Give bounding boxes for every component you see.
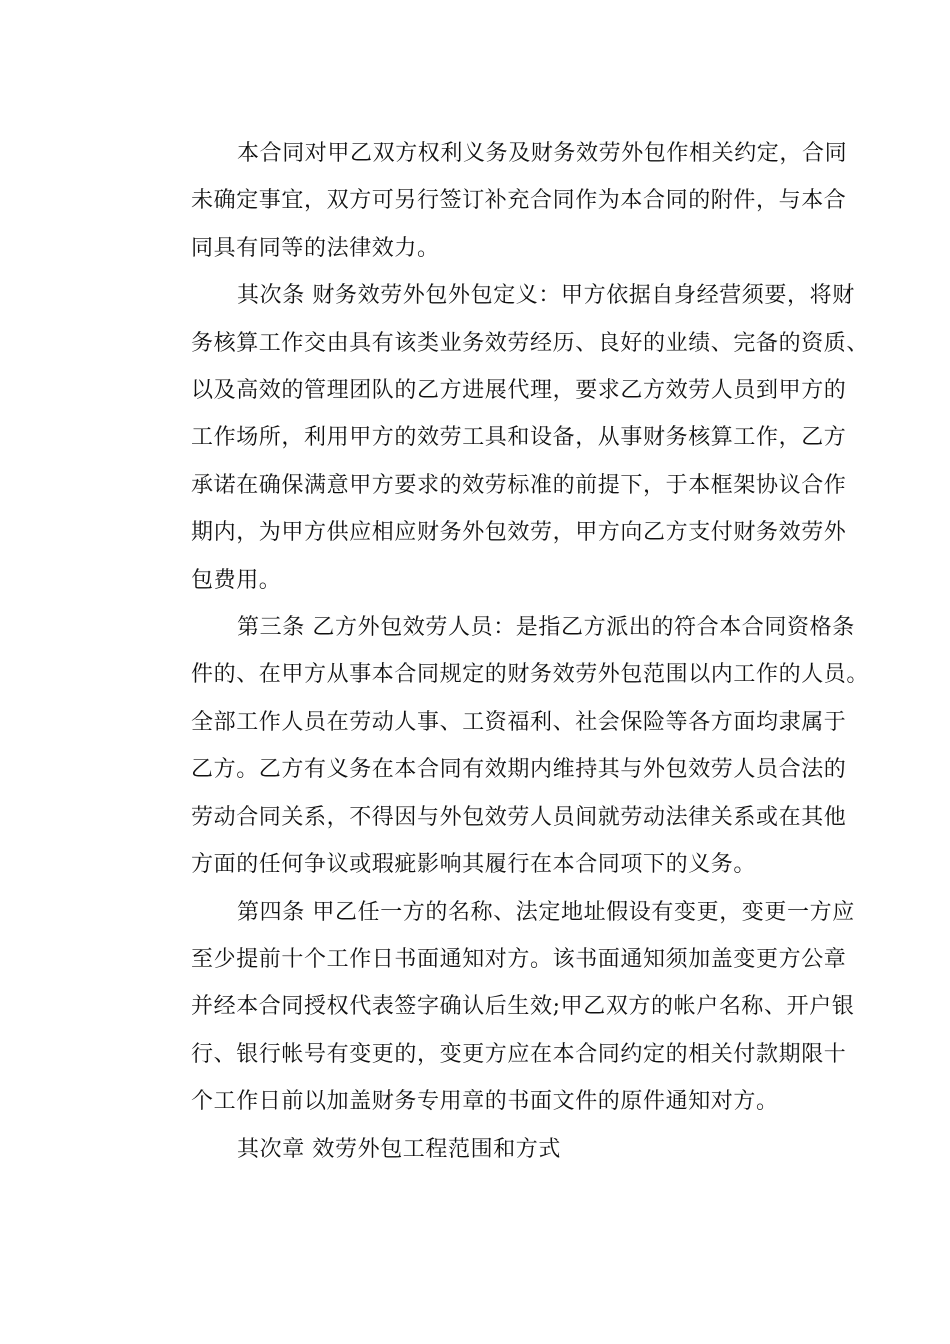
text-line: 期内，为甲方供应相应财务外包效劳，甲方向乙方支付财务效劳外 xyxy=(191,520,847,546)
text-line: 承诺在确保满意甲方要求的效劳标准的前提下，于本框架协议合作 xyxy=(191,472,847,498)
text-line: 行、银行帐号有变更的，变更方应在本合同约定的相关付款期限十 xyxy=(191,1041,847,1067)
text-line: 包费用。 xyxy=(191,567,282,593)
text-line: 方面的任何争议或瑕疵影响其履行在本合同项下的义务。 xyxy=(191,852,757,878)
text-line: 劳动合同关系，不得因与外包效劳人员间就劳动法律关系或在其他 xyxy=(191,804,847,830)
text-line: 务核算工作交由具有该类业务效劳经历、良好的业绩、完备的资质、 xyxy=(191,330,870,356)
text-line: 本合同对甲乙双方权利义务及财务效劳外包作相关约定，合同 xyxy=(237,141,848,166)
paragraph-contract-scope xyxy=(145,130,848,272)
text-line: 个工作日前以加盖财务专用章的书面文件的原件通知对方。 xyxy=(191,1089,779,1115)
text-line: 全部工作人员在劳动人事、工资福利、社会保险等各方面均隶属于 xyxy=(191,709,847,735)
text-line: 以及高效的管理团队的乙方进展代理，要求乙方效劳人员到甲方的 xyxy=(191,378,847,404)
text-line: 其次条 财务效劳外包外包定义：甲方依据自身经营须要，将财 xyxy=(237,283,855,309)
chapter-heading xyxy=(145,1126,810,1173)
text-line: 件的、在甲方从事本合同规定的财务效劳外包范围以内工作的人员。 xyxy=(191,662,870,688)
paragraph-article-2 xyxy=(145,272,870,604)
text-line: 未确定事宜，双方可另行签订补充合同作为本合同的附件，与本合 xyxy=(191,188,847,214)
text-line: 并经本合同授权代表签字确认后生效;甲乙双方的帐户名称、开户银 xyxy=(191,994,855,1020)
document-body xyxy=(145,130,870,1173)
text-line: 其次章 效劳外包工程范围和方式 xyxy=(237,1136,561,1162)
paragraph-article-4 xyxy=(145,889,855,1126)
text-line: 第四条 甲乙任一方的名称、法定地址假设有变更，变更一方应 xyxy=(237,899,855,925)
text-line: 工作场所，利用甲方的效劳工具和设备，从事财务核算工作，乙方 xyxy=(191,425,847,451)
text-line: 至少提前十个工作日书面通知对方。该书面通知须加盖变更方公章 xyxy=(191,946,847,972)
text-line: 第三条 乙方外包效劳人员：是指乙方派出的符合本合同资格条 xyxy=(237,615,855,641)
text-line: 同具有同等的法律效力。 xyxy=(191,235,440,261)
paragraph-article-3 xyxy=(145,604,870,888)
text-line: 乙方。乙方有义务在本合同有效期内维持其与外包效劳人员合法的 xyxy=(191,757,847,783)
